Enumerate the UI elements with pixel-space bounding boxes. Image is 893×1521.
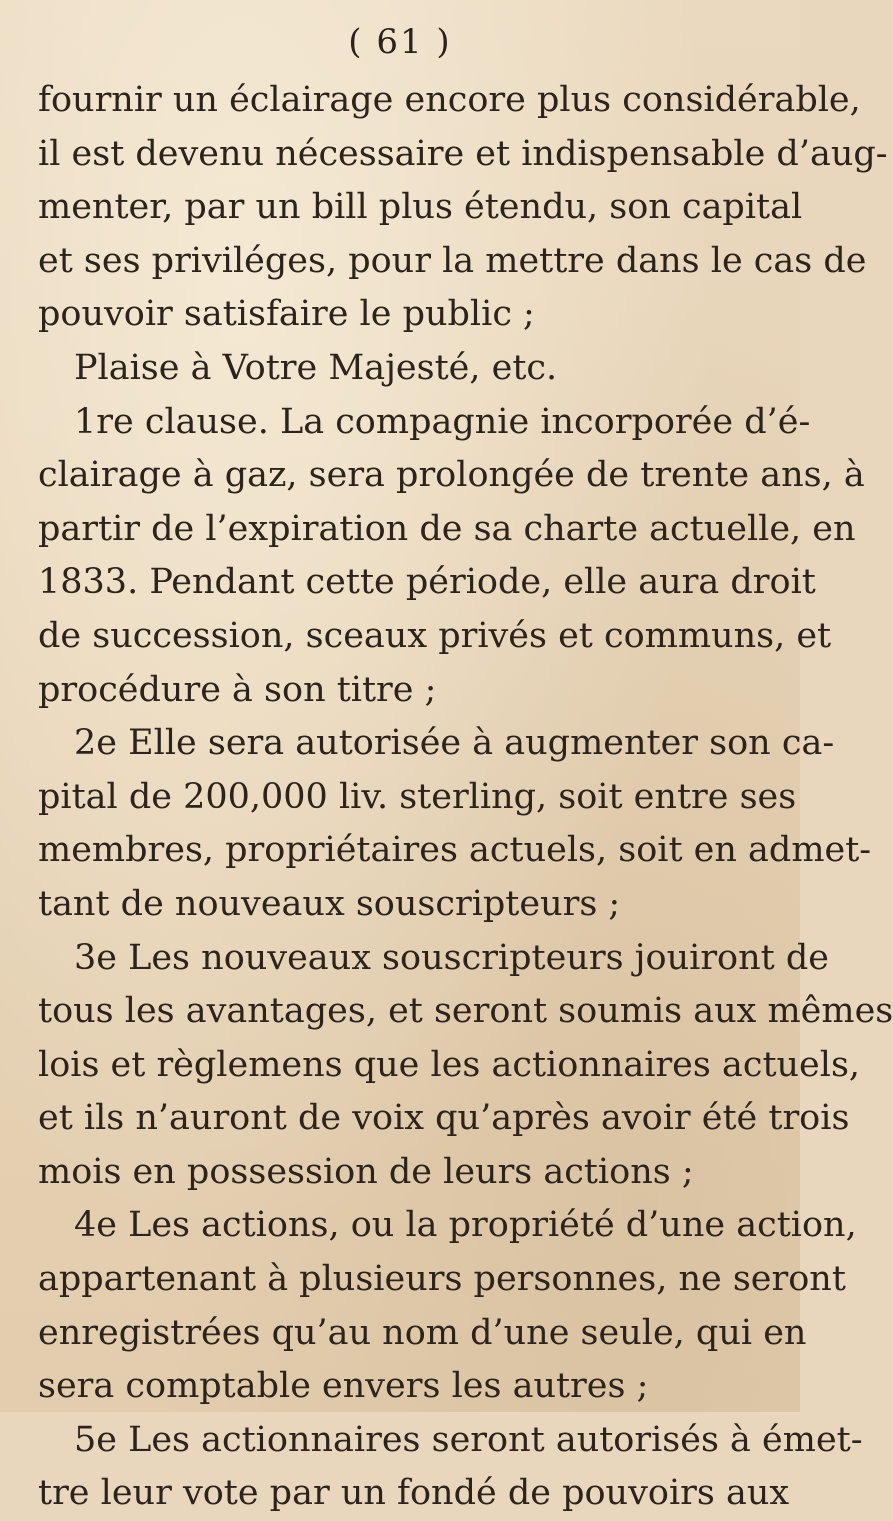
text-line: membres, propriétaires actuels, soit en admet- — [38, 830, 872, 871]
text-line: 4e Les actions, ou la propriété d’une action, — [74, 1205, 857, 1246]
text-line: lois et règlemens que les actionnaires actuels, — [38, 1044, 861, 1085]
text-line: enregistrées qu’au nom d’une seule, qui en — [38, 1312, 807, 1353]
text-line: fournir un éclairage encore plus considérable, — [38, 80, 861, 120]
text-line: de succession, sceaux privés et communs, et — [38, 615, 832, 656]
text-line: 1833. Pendant cette période, elle aura droit — [38, 562, 816, 603]
text-line: 5e Les actionnaires seront autorisés à émet- — [74, 1419, 863, 1460]
text-line: partir de l’expiration de sa charte actuelle, en — [38, 508, 856, 549]
text-line: clairage à gaz, sera prolongée de trente ans, à — [38, 455, 865, 496]
text-line: pital de 200,000 liv. sterling, soit entre ses — [38, 776, 797, 817]
text-line: pouvoir satisfaire le public ; — [38, 294, 535, 335]
text-line: sera comptable envers les autres ; — [38, 1366, 649, 1407]
text-line: 2e Elle sera autorisée à augmenter son ca- — [74, 723, 835, 764]
text-line: procédure à son titre ; — [38, 669, 437, 710]
text-line: Plaise à Votre Majesté, etc. — [74, 347, 558, 388]
text-line: appartenant à plusieurs personnes, ne seront — [38, 1259, 846, 1300]
text-line: tant de nouveaux souscripteurs ; — [38, 883, 621, 924]
text-line: et ses priviléges, pour la mettre dans le cas de — [38, 240, 867, 281]
text-line: menter, par un bill plus étendu, son capital — [38, 187, 803, 228]
text-line: et ils n’auront de voix qu’après avoir été trois — [38, 1098, 850, 1139]
text-line: 1re clause. La compagnie incorporée d’é- — [74, 401, 811, 442]
text-line: 3e Les nouveaux souscripteurs jouiront de — [74, 937, 829, 978]
body-text — [38, 74, 893, 1521]
text-line: tous les avantages, et seront soumis aux mêmes — [38, 991, 893, 1032]
text-line: tre leur vote par un fondé de pouvoirs aux — [38, 1473, 790, 1514]
text-line: mois en possession de leurs actions ; — [38, 1151, 694, 1192]
page-number: ( 61 ) — [348, 22, 452, 62]
text-line: il est devenu nécessaire et indispensable d’aug- — [38, 133, 888, 174]
